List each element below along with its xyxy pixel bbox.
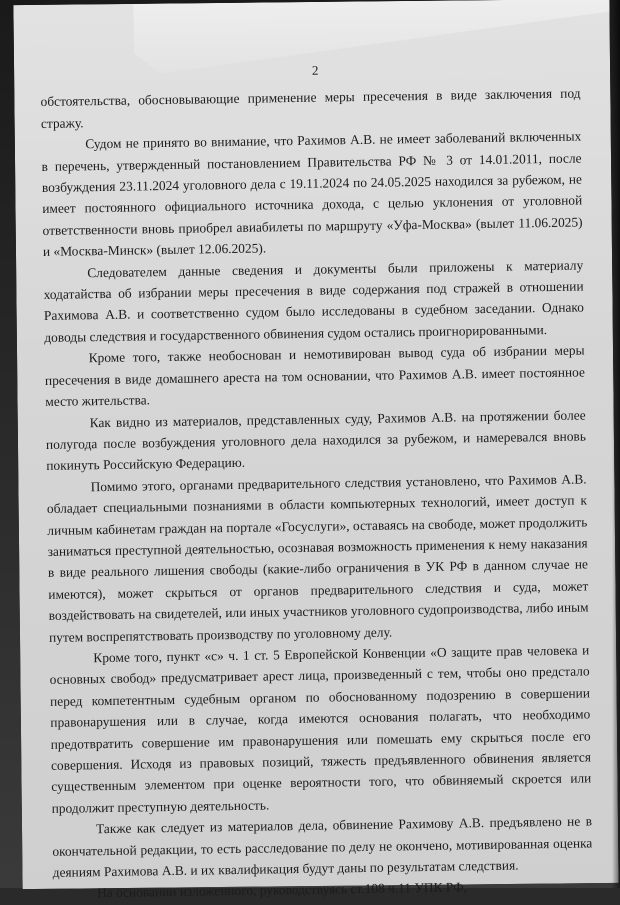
paragraph-1: обстоятельства, обосновывающие применение меры пресечения в виде заключения под стражу. <box>40 85 581 131</box>
page-number: 2 <box>311 62 319 78</box>
paragraph-7: Кроме того, пункт «с» ч. 1 ст. 5 Европейской Конвенции «О защите прав человека и основных свобод» предусматривает арест лица, произведенный с тем, чтобы оно предстало перед компетентным судебным органом по обоснованному подозрению в совершении правонарушения или в случае, когда имеются основания полагать, что необходимо предотвратить совершение им правонарушения или помешать ему скрыться после его совершения. Исходя из правовых позиций, тяжесть предъявленного обвинения является существенным элементом при оценке вероятности того, что обвиняемый скроется или продолжит преступную деятельность. <box>49 642 592 816</box>
paragraph-8: Также как следует из материалов дела, обвинение Рахимову А.В. предъявлено не в окончательной редакции, то есть расследование по делу не окончено, мотивированная оценка деяниям Рахимова А.В. и их квалификация будут даны по результатам следствия. <box>52 813 593 880</box>
paragraph-5: Как видно из материалов, представленных суду, Рахимов А.В. на протяжении более полугода после возбуждения уголовного дела находился за рубежом, и намеревался вновь покинуть Российскую Федерацию. <box>45 406 587 474</box>
page-edge-shadow <box>612 0 620 888</box>
paragraph-6: Помимо этого, органами предварительного следствия установлено, что Рахимов А.В. обладает специальными познаниями в области компьютерных технологий, имеет доступ к личным кабинетам граждан на портале «Госуслуги», оставаясь на свободе, может продолжить заниматься преступной деятельностью, осознавая возможность применения к нему наказания в виде реального лишения свободы (какие-либо ограничения в УК РФ в данном случае не имеются), может скрыться от органов предварительного следствия и суда, может воздействовать на свидетелей, или иных участников уголовного судопроизводства, либо иным путем воспрепятствовать производству по уголовному делу. <box>46 471 589 645</box>
paragraph-3: Следователем данные сведения и документы были приложены к материалу ходатайства об избрании меры пресечения в виде содержания под стражей в отношении Рахимова А.В. и соответственно судом было исследованы в судебном заседании. Однако доводы следствия и государственного обвинения судом остались проигнорированными. <box>43 257 585 345</box>
paragraph-4: Кроме того, также необоснован и немотивирован вывод суда об избрании меры пресечения в виде домашнего ареста на том основании, что Рахимов А.В. имеет постоянное место жительства. <box>44 342 586 410</box>
document-body <box>40 56 593 905</box>
paragraph-9: На основании изложенного, руководствуясь ст.108 ч.11 УПК РФ, <box>96 879 468 901</box>
paragraph-2: Судом не принято во внимание, что Рахимов А.В. не имеет заболеваний включенных в перечень, утвержденный постановлением Правительства РФ № 3 от 14.01.2011, после возбуждения 23.11.2024 уголовного дела с 19.11.2024 по 24.05.2025 находился за рубежом, не имеет постоянного официального источника дохода, с целью уклонения от уголовной ответственности вновь приобрел авиабилеты по маршруту «Уфа-Москва» (вылет 11.06.2025) и «Москва-Минск» (вылет 12.06.2025). <box>41 128 583 260</box>
